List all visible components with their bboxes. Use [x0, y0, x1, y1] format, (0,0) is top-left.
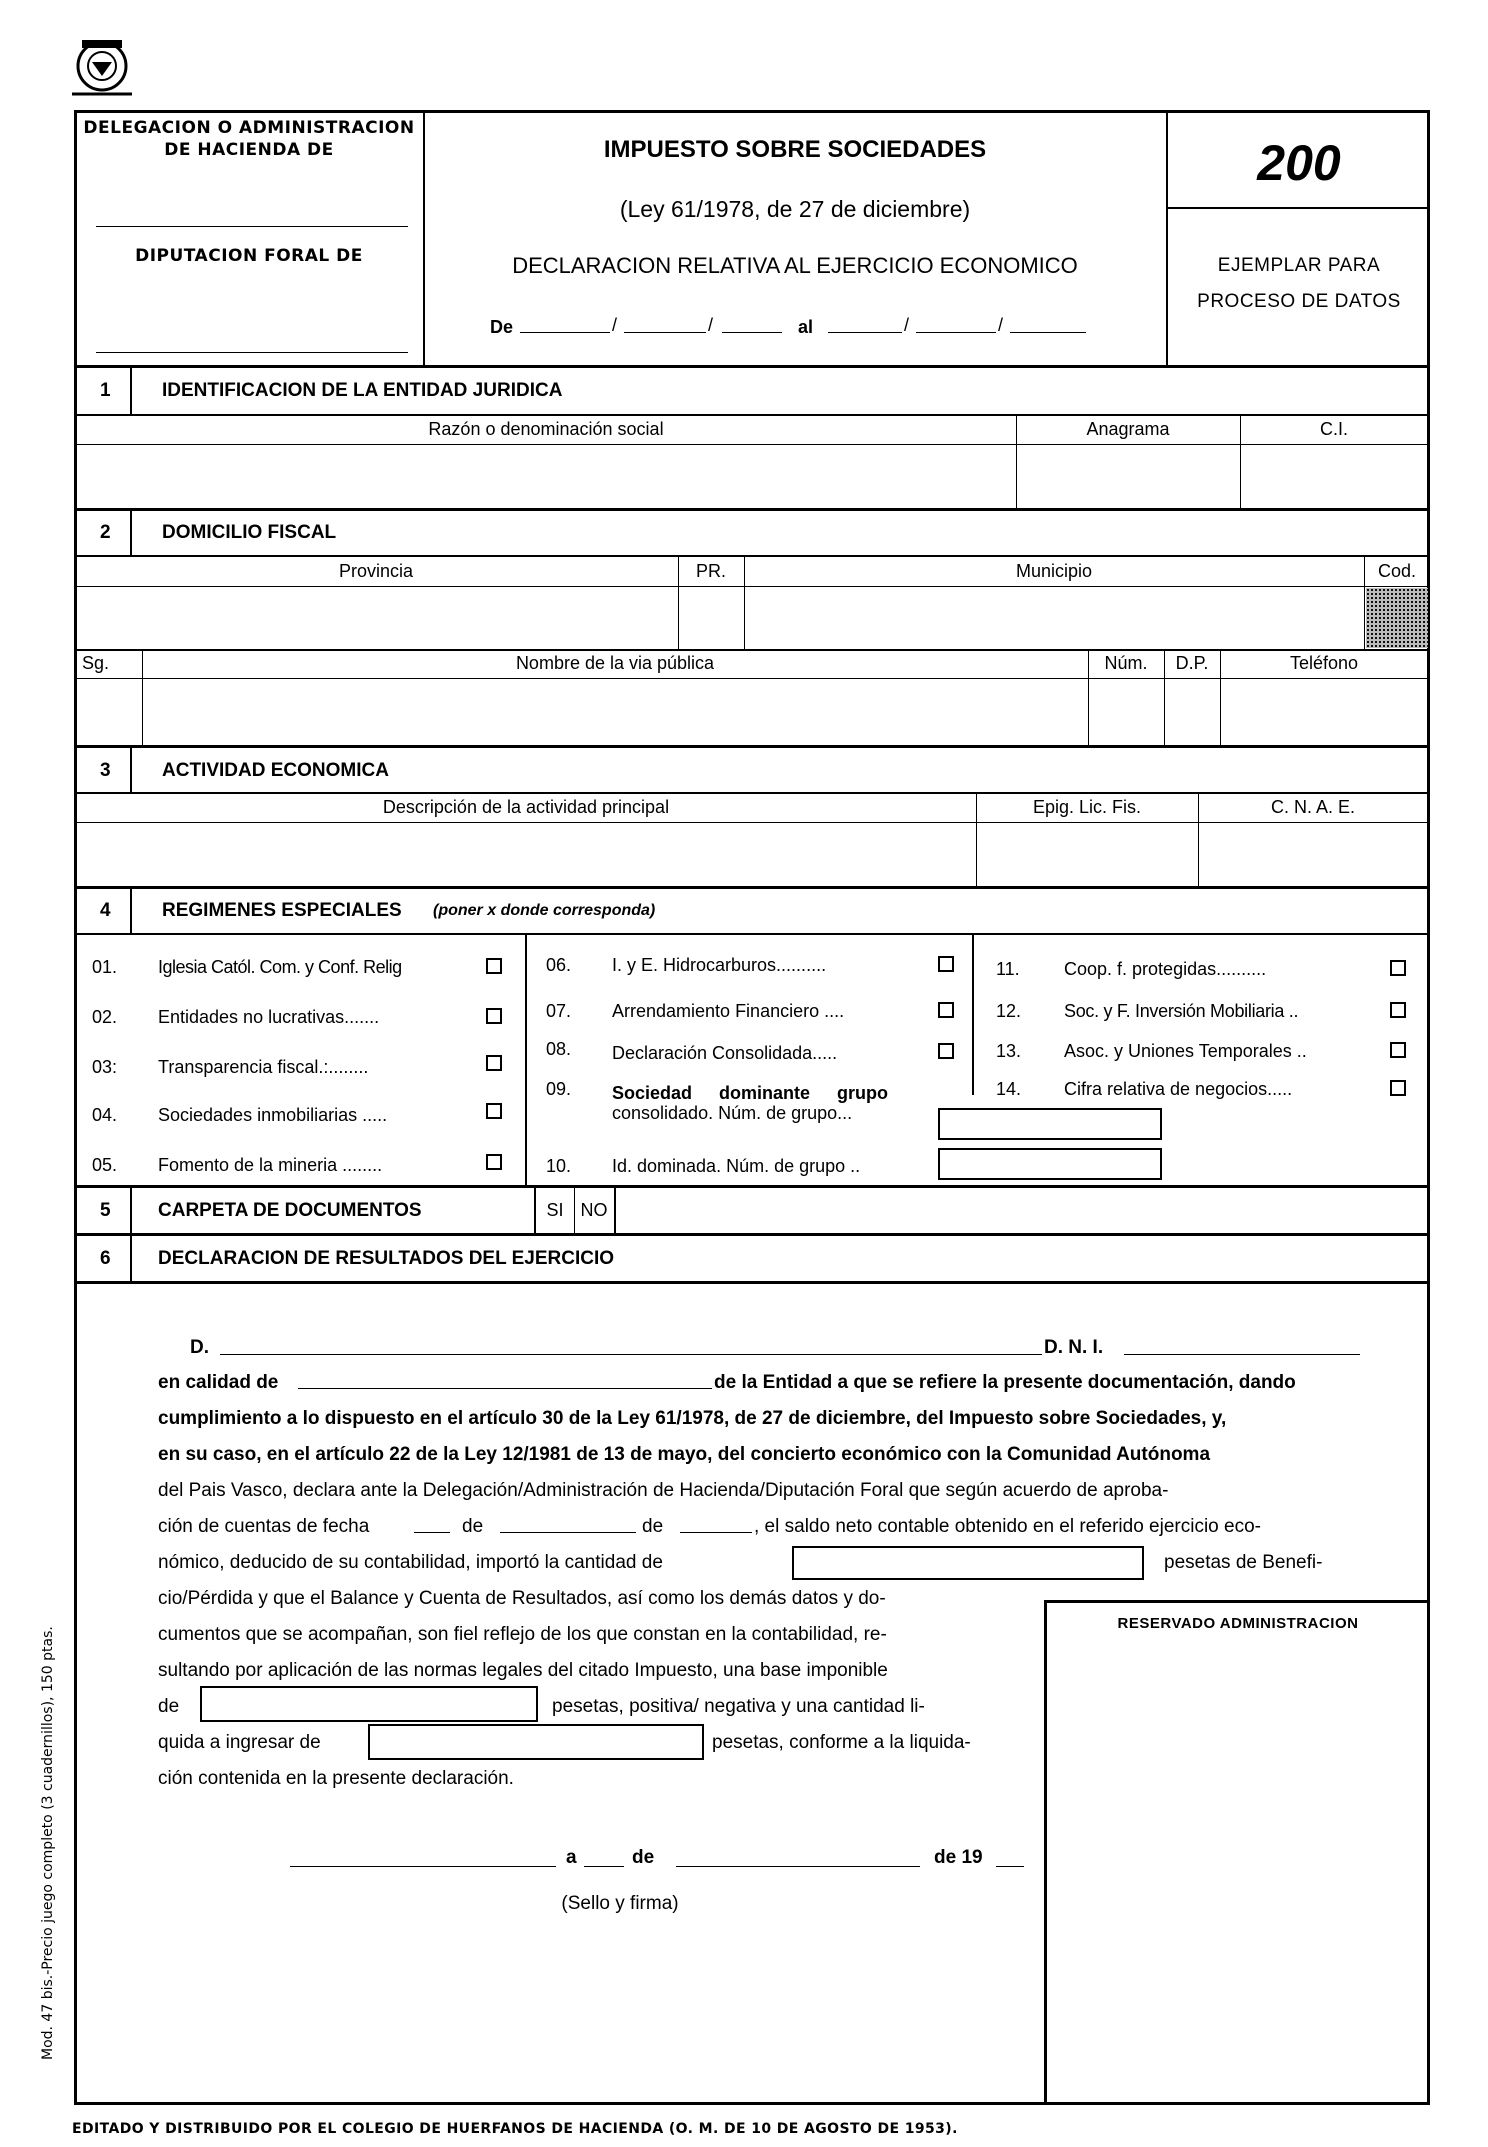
provincia-field[interactable] — [76, 588, 676, 648]
paragraph-line: quida a ingresar de — [158, 1732, 321, 1753]
delegacion-label-2: DE HACIENDA DE — [164, 140, 334, 160]
slash: / — [708, 315, 714, 335]
copy-label-2: PROCESO DE DATOS — [1197, 291, 1401, 312]
regime-code: 13. — [996, 1041, 1022, 1061]
regime-checkbox-14[interactable] — [1390, 1080, 1406, 1096]
coat-of-arms-icon — [62, 32, 142, 102]
delegacion-label: DELEGACION O ADMINISTRACION — [83, 118, 415, 138]
section-title: DECLARACION DE RESULTADOS DEL EJERCICIO — [158, 1248, 615, 1269]
section-number: 4 — [100, 900, 111, 921]
column-header: PR. — [695, 561, 726, 581]
capacity-field[interactable] — [298, 1388, 712, 1389]
regime-checkbox-03[interactable] — [486, 1055, 502, 1071]
period-to-month[interactable] — [916, 332, 996, 333]
period-from-day[interactable] — [520, 332, 610, 333]
regime-label: Soc. y F. Inversión Mobiliaria .. — [1064, 1001, 1299, 1021]
regime-label: Sociedad dominante grupo — [612, 1083, 889, 1103]
regime-checkbox-12[interactable] — [1390, 1002, 1406, 1018]
side-note-text: Mod. 47 bis.-Precio juego completo (3 cuadernillos), 150 ptas. — [40, 1626, 56, 2060]
approval-day-field[interactable] — [414, 1532, 450, 1533]
regime-code: 07. — [546, 1001, 572, 1021]
regime-label: I. y E. Hidrocarburos.......... — [612, 955, 827, 975]
regime-label: Asoc. y Uniones Temporales .. — [1064, 1041, 1307, 1061]
paragraph-line: ción de cuentas de fecha — [158, 1516, 370, 1537]
epigrafe-field[interactable] — [978, 824, 1196, 884]
column-header: Municipio — [1015, 561, 1093, 581]
sig-year-label: de 19 — [934, 1847, 983, 1868]
regime-checkbox-05[interactable] — [486, 1154, 502, 1170]
net-balance-field[interactable] — [792, 1546, 1144, 1580]
paragraph-line: de — [158, 1696, 180, 1717]
paragraph-line: en calidad de — [158, 1372, 279, 1393]
regime-code: 05. — [92, 1155, 118, 1175]
column-header: Anagrama — [1086, 419, 1170, 439]
regime-label: Declaración Consolidada..... — [612, 1043, 838, 1063]
paragraph-line: cumplimiento a lo dispuesto en el artículo 30 de la Ley 61/1978, de 27 de diciembre, del Impuesto sobre Sociedades, y, — [158, 1408, 1227, 1429]
regime-label: Entidades no lucrativas....... — [158, 1007, 380, 1027]
regime-code: 08. — [546, 1039, 572, 1059]
group-number-field-09[interactable] — [938, 1108, 1162, 1140]
side-note — [20, 1540, 60, 2060]
regime-label: Coop. f. protegidas.......... — [1064, 959, 1267, 979]
paragraph-line: de — [642, 1516, 664, 1537]
amount-due-field[interactable] — [368, 1724, 704, 1760]
regime-code: 04. — [92, 1105, 118, 1125]
section-number: 1 — [100, 380, 111, 401]
cod-shaded-cell — [1366, 588, 1428, 648]
regime-label: Cifra relativa de negocios..... — [1064, 1079, 1293, 1099]
footer-publisher: EDITADO Y DISTRIBUIDO POR EL COLEGIO DE HUERFANOS DE HACIENDA (O. M. DE 10 DE AGOSTO DE 1953). — [72, 2121, 958, 2137]
no-option[interactable]: NO — [580, 1200, 608, 1220]
section-number: 5 — [100, 1200, 111, 1221]
column-header: Razón o denominación social — [428, 419, 664, 439]
number-field[interactable] — [1090, 680, 1162, 744]
slash: / — [998, 315, 1004, 335]
column-header: Sg. — [82, 653, 110, 673]
column-header: D.P. — [1175, 653, 1209, 673]
regime-checkbox-02[interactable] — [486, 1008, 502, 1024]
diputacion-label: DIPUTACION FORAL DE — [135, 246, 363, 266]
dp-field[interactable] — [1166, 680, 1218, 744]
paragraph-line: nómico, deducido de su contabilidad, importó la cantidad de — [158, 1552, 663, 1573]
regime-checkbox-08[interactable] — [938, 1043, 954, 1059]
regime-code: 09. — [546, 1079, 572, 1099]
regime-code: 06. — [546, 955, 572, 975]
regime-label: Sociedades inmobiliarias ..... — [158, 1105, 388, 1125]
section-title: DOMICILIO FISCAL — [162, 522, 337, 543]
dni-label: D. N. I. — [1044, 1337, 1104, 1358]
signature-month-field[interactable] — [676, 1866, 920, 1867]
declaration-label: DECLARACION RELATIVA AL EJERCICIO ECONOMICO — [512, 253, 1078, 278]
paragraph-line: de — [462, 1516, 484, 1537]
regime-checkbox-11[interactable] — [1390, 960, 1406, 976]
paragraph-line: pesetas, positiva/ negativa y una cantidad li- — [552, 1696, 925, 1717]
column-header: Cod. — [1377, 561, 1417, 581]
signature-year-field[interactable] — [996, 1866, 1024, 1867]
regime-code: 12. — [996, 1001, 1022, 1021]
section-number: 2 — [100, 522, 111, 543]
approval-month-field[interactable] — [500, 1532, 636, 1533]
sig-a-label: a — [566, 1847, 577, 1868]
paragraph-line: ción contenida en la presente declaración. — [158, 1768, 514, 1789]
si-option[interactable]: SI — [546, 1200, 564, 1220]
column-header: Nombre de la via pública — [515, 653, 715, 673]
period-to-year[interactable] — [1010, 332, 1086, 333]
seal-label: (Sello y firma) — [561, 1893, 679, 1914]
delegacion-field[interactable] — [96, 226, 408, 227]
regime-label: Iglesia Catól. Com. y Conf. Relig — [158, 957, 402, 977]
regime-label: Arrendamiento Financiero .... — [612, 1001, 845, 1021]
reserved-label: RESERVADO ADMINISTRACION — [1117, 1615, 1359, 1632]
column-header: Núm. — [1104, 653, 1148, 673]
paragraph-line: cio/Pérdida y que el Balance y Cuenta de Resultados, así como los demás datos y do- — [158, 1588, 886, 1609]
model-number: 200 — [1257, 135, 1341, 191]
anagram-field[interactable] — [1018, 446, 1238, 506]
regime-checkbox-04[interactable] — [486, 1103, 502, 1119]
company-name-field[interactable] — [76, 446, 1014, 506]
paragraph-line: sultando por aplicación de las normas legales del citado Impuesto, una base imponible — [158, 1660, 888, 1681]
regime-code: 10. — [546, 1156, 572, 1176]
regime-code: 01. — [92, 957, 118, 977]
regime-label: Id. dominada. Núm. de grupo .. — [612, 1156, 861, 1176]
section-title: IDENTIFICACION DE LA ENTIDAD JURIDICA — [162, 380, 563, 401]
paragraph-line: cumentos que se acompañan, son fiel reflejo de los que constan en la contabilidad, re- — [158, 1624, 887, 1645]
paragraph-line: de la Entidad a que se refiere la presente documentación, dando — [714, 1372, 1296, 1393]
section-number: 3 — [100, 760, 111, 781]
section-number: 6 — [100, 1248, 111, 1269]
reserved-administration-box — [1044, 1600, 1430, 2105]
regime-checkbox-06[interactable] — [938, 956, 954, 972]
regime-checkbox-13[interactable] — [1390, 1042, 1406, 1058]
paragraph-line: en su caso, en el artículo 22 de la Ley 12/1981 de 13 de mayo, del concierto económico con la Comunidad Autónoma — [158, 1444, 1211, 1465]
declarant-name-field[interactable] — [220, 1354, 1042, 1355]
regime-code: 02. — [92, 1007, 118, 1027]
paragraph-line: pesetas, conforme a la liquida- — [712, 1732, 971, 1753]
regime-checkbox-01[interactable] — [486, 958, 502, 974]
paragraph-line: , el saldo neto contable obtenido en el referido ejercicio eco- — [754, 1516, 1261, 1537]
period-to-label: al — [798, 317, 814, 337]
slash: / — [904, 315, 910, 335]
phone-field[interactable] — [1222, 680, 1428, 744]
activity-field[interactable] — [76, 824, 974, 884]
section-title: ACTIVIDAD ECONOMICA — [162, 760, 389, 781]
regime-code: 11. — [996, 959, 1020, 979]
sg-field[interactable] — [76, 680, 140, 744]
period-from-label: De — [490, 317, 514, 337]
sig-de-label: de — [632, 1847, 655, 1868]
ci-field[interactable] — [1242, 446, 1428, 506]
signature-day-field[interactable] — [584, 1866, 624, 1867]
cnae-field[interactable] — [1200, 824, 1428, 884]
municipio-field[interactable] — [746, 588, 1362, 648]
column-header: Provincia — [338, 561, 414, 581]
street-field[interactable] — [144, 680, 1086, 744]
column-header: Epig. Lic. Fis. — [1032, 797, 1142, 817]
approval-year-field[interactable] — [680, 1532, 752, 1533]
section-title: REGIMENES ESPECIALES — [162, 900, 402, 921]
regime-code: 14. — [996, 1079, 1022, 1099]
dni-field[interactable] — [1124, 1354, 1360, 1355]
copy-label: EJEMPLAR PARA — [1217, 255, 1381, 276]
column-header: Descripción de la actividad principal — [382, 797, 670, 817]
form-title: IMPUESTO SOBRE SOCIEDADES — [603, 136, 987, 163]
section-title-note: (poner x donde corresponda) — [433, 902, 656, 919]
regime-label-2: consolidado. Núm. de grupo... — [612, 1103, 853, 1123]
regime-label: Transparencia fiscal.:........ — [158, 1057, 369, 1077]
diputacion-field[interactable] — [96, 352, 408, 353]
regime-checkbox-07[interactable] — [938, 1002, 954, 1018]
d-label: D. — [190, 1337, 209, 1358]
column-header: Teléfono — [1289, 653, 1359, 673]
section-title: CARPETA DE DOCUMENTOS — [158, 1200, 422, 1221]
signature-place-field[interactable] — [290, 1866, 556, 1867]
period-from-year[interactable] — [722, 332, 782, 333]
period-from-month[interactable] — [624, 332, 706, 333]
pr-field[interactable] — [680, 588, 742, 648]
paragraph-line: pesetas de Benefi- — [1164, 1552, 1323, 1573]
period-to-day[interactable] — [828, 332, 902, 333]
regime-label: Fomento de la mineria ........ — [158, 1155, 383, 1175]
group-number-field-10[interactable] — [938, 1148, 1162, 1180]
paragraph-line: del Pais Vasco, declara ante la Delegación/Administración de Hacienda/Diputación Foral que según acuerdo de aproba- — [158, 1480, 1169, 1501]
slash: / — [612, 315, 618, 335]
law-reference: (Ley 61/1978, de 27 de diciembre) — [619, 196, 971, 222]
column-header: C.I. — [1319, 419, 1348, 439]
column-header: C. N. A. E. — [1270, 797, 1356, 817]
tax-base-field[interactable] — [200, 1686, 538, 1722]
regime-code: 03: — [92, 1057, 118, 1077]
